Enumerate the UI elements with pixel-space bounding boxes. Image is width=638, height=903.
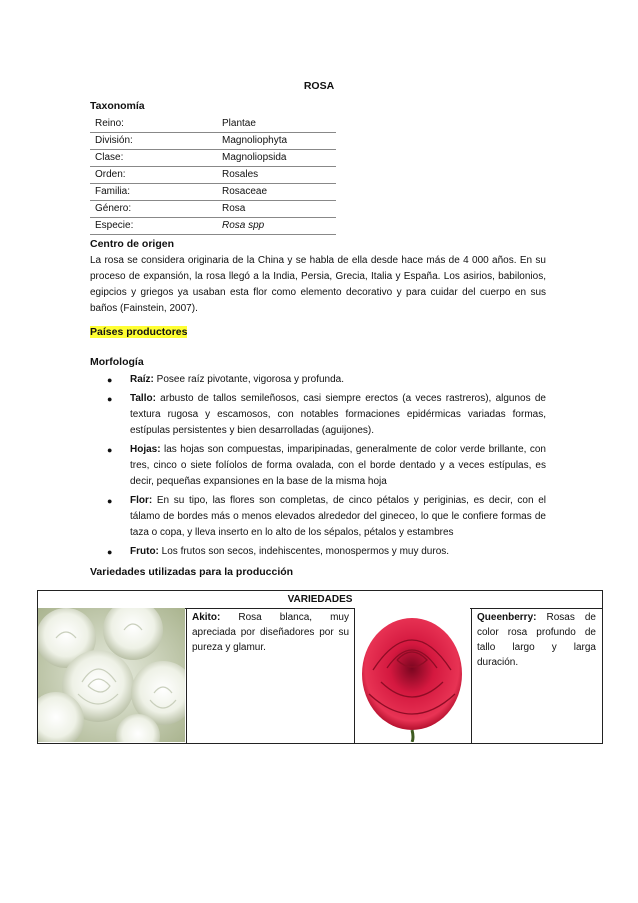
taxonomy-table <box>90 116 336 235</box>
morphology-heading: Morfología <box>90 356 144 368</box>
taxonomy-label: División: <box>90 133 217 150</box>
morphology-list <box>90 372 546 563</box>
variety-name: Akito: <box>192 612 221 623</box>
varieties-heading: Variedades utilizadas para la producción <box>90 566 294 578</box>
varieties-table <box>37 590 603 744</box>
bullet-icon: ● <box>107 547 113 557</box>
list-item <box>90 372 546 388</box>
akito-description <box>187 608 355 743</box>
taxonomy-label: Familia: <box>90 184 217 201</box>
morphology-term: Hojas: <box>130 444 161 455</box>
morphology-term: Flor: <box>130 495 153 506</box>
variety-desc: Rosa blanca, muy apreciada por diseñadores por su pureza y glamur. <box>192 612 349 653</box>
list-item <box>90 391 546 439</box>
list-item <box>90 442 546 490</box>
list-item <box>90 493 546 541</box>
morphology-text: Posee raíz pivotante, vigorosa y profunda. <box>153 374 345 385</box>
producers-heading-text: Países productores <box>90 326 188 338</box>
morphology-text: En su tipo, las flores son completas, de cinco pétalos y periginias, es decir, con el tálamo de bordes más o menos elevados alrededor del gineceo, lo que le confiere formas de taza o copa, y lleva inserto en lo alto de los sépalos, pétalos y estambres <box>130 495 546 538</box>
variety-name: Queenberry: <box>477 612 537 623</box>
morphology-term: Raíz: <box>130 374 154 385</box>
table-row <box>90 116 336 133</box>
bullet-icon: ● <box>107 445 113 455</box>
morphology-text: las hojas son compuestas, imparipinadas, generalmente de color verde brillante, con tres, cinco o siete folíolos de forma ovalada, con el borde dentado y a veces estípulas, es decir, pequeñas expansiones en la base de la misma hoja <box>130 444 546 487</box>
variety-desc: Rosas de color rosa profundo de tallo largo y larga duración. <box>477 612 596 668</box>
origin-paragraph: La rosa se considera originaria de la China y se habla de ella desde hace más de 4 000 años. En su proceso de expansión, la rosa llegó a la India, Persia, Grecia, Italia y España. Los asirios, babilonios, egipcios y griegos ya usaban esta flor como elemento decorativo y para cuidar del cuerpo en sus baños (Fainstein, 2007). <box>90 255 546 314</box>
red-rose-photo <box>355 608 470 742</box>
taxonomy-value: Rosa spp <box>217 218 336 235</box>
taxonomy-value: Magnoliopsida <box>217 150 336 167</box>
table-row <box>90 201 336 218</box>
table-row <box>90 150 336 167</box>
white-roses-photo <box>38 608 185 742</box>
akito-image-cell <box>38 608 187 743</box>
taxonomy-value: Magnoliophyta <box>217 133 336 150</box>
producers-heading <box>90 326 187 338</box>
taxonomy-label: Género: <box>90 201 217 218</box>
taxonomy-label: Clase: <box>90 150 217 167</box>
taxonomy-heading: Taxonomía <box>90 100 145 112</box>
bullet-icon: ● <box>107 375 113 385</box>
document-title: ROSA <box>303 80 335 92</box>
table-row <box>90 167 336 184</box>
taxonomy-label: Especie: <box>90 218 217 235</box>
queenberry-description <box>472 608 601 743</box>
queenberry-image-cell <box>355 608 472 743</box>
bullet-icon: ● <box>107 394 113 404</box>
taxonomy-value: Rosales <box>217 167 336 184</box>
taxonomy-label: Orden: <box>90 167 217 184</box>
morphology-text: arbusto de tallos semileñosos, casi siempre erectos (a veces rastreros), algunos de textura rugosa y escamosos, con notables formaciones epidérmicas variadas formas, estípulas persistentes y bien desarrolladas (aguijones). <box>130 393 546 436</box>
table-row <box>90 218 336 235</box>
taxonomy-value: Rosaceae <box>217 184 336 201</box>
taxonomy-value: Rosa <box>217 201 336 218</box>
morphology-term: Tallo: <box>130 393 156 404</box>
table-row <box>90 133 336 150</box>
origin-heading: Centro de origen <box>90 238 175 250</box>
morphology-term: Fruto: <box>130 546 159 557</box>
morphology-text: Los frutos son secos, indehiscentes, monospermos y muy duros. <box>158 546 450 557</box>
varieties-table-header: VARIEDADES <box>38 591 602 609</box>
table-row <box>90 184 336 201</box>
taxonomy-label: Reino: <box>90 116 217 133</box>
bullet-icon: ● <box>107 496 113 506</box>
taxonomy-value: Plantae <box>217 116 336 133</box>
list-item <box>90 544 546 560</box>
